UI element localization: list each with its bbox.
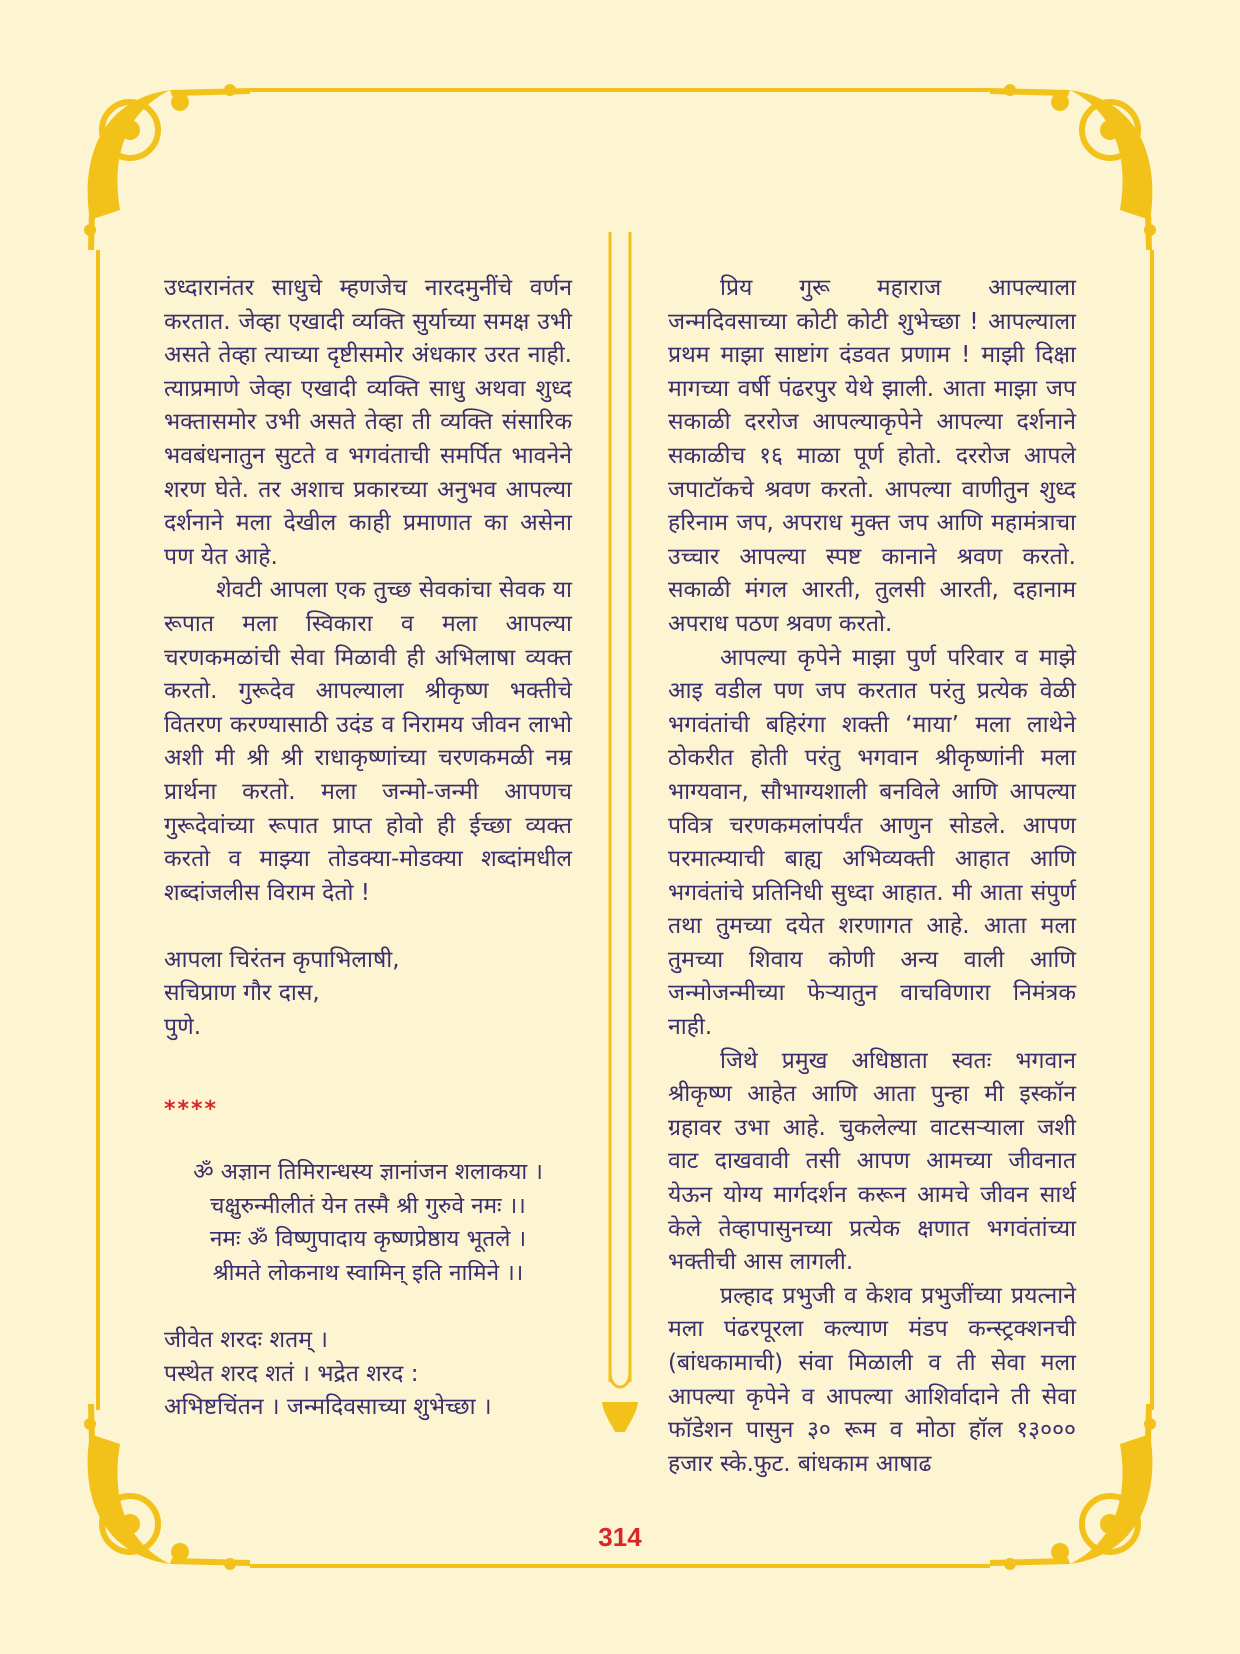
blessing-line-3: अभिष्टचिंतन । जन्मदिवसाच्या शुभेच्छा ।: [164, 1394, 492, 1421]
blessing-line-2: पस्थेत शरद शतं । भद्रेत शरद :: [164, 1360, 419, 1387]
page-number: 314: [598, 1522, 642, 1552]
corner-ornament-top-right: [990, 60, 1180, 250]
tilak-drop-icon: [602, 1402, 638, 1432]
column-divider: [600, 232, 640, 1432]
frame-left-line: [96, 250, 100, 1410]
corner-ornament-top-left: [60, 60, 250, 250]
corner-ornament-bottom-left: [60, 1404, 250, 1594]
right-paragraph-3: जिथे प्रमुख अधिष्ठाता स्वतः भगवान श्रीकृष्ण आहेत आणि आता पुन्हा मी इस्कॉन ग्रहावर उभा आहे. चुकलेल्या वाटसऱ्याला जशी वाट दाखवावी तसी आपण आमच्या जीवनात येऊन योग्य मार्गदर्शन करून आमचे जीवन सार्थ केले तेव्हापासुनच्या प्रत्येक क्षणात भगवंतांच्या भक्तीची आस लागली.: [668, 1047, 1076, 1276]
right-paragraph-4: प्रल्हाद प्रभुजी व केशव प्रभुजींच्या प्रयत्नाने मला पंढरपूरला कल्याण मंडप कन्स्ट्रक्शनची (बांधकामाची) संवा मिळाली व ती सेवा मला आपल्या कृपेने व आपल्या आशिर्वादाने ती सेवा फॉडेशन पासुन ३० रूम व मोठा हॉल १३००० हजार स्के.फुट. बांधकाम आषाढ: [668, 1282, 1076, 1477]
frame-right-line: [1150, 250, 1154, 1410]
blessing-line-1: जीवेत शरदः शतम् ।: [164, 1327, 328, 1354]
signature-line-1: आपला चिरंतन कृपाभिलाषी,: [164, 946, 400, 973]
shloka-block: [164, 1156, 572, 1290]
right-paragraph-2: आपल्या कृपेने माझा पुर्ण परिवार व माझे आइ वडील पण जप करतात परंतु प्रत्येक वेळी भगवंतांची बहिरंगा शक्ती ‘माया’ मला लाथेने ठोकरीत होती परंतु भगवान श्रीकृष्णांनी मला भाग्यवान, सौभाग्यशाली बनविले आणि आपल्या पवित्र चरणकमलांपर्यंत आणुन सोडले. आपण परमात्म्याची बाह्य अभिव्यक्ती आहात आणि भगवंतांचे प्रतिनिधी सुध्दा आहात. मी आता संपुर्ण तथा तुमच्या दयेत शरणागत आहे. आता मला तुमच्या शिवाय कोणी अन्य वाली आणि जन्मोजन्मीच्या फेऱ्यातुन वाचविणारा निमंत्रक नाही.: [668, 644, 1076, 1041]
right-paragraph-1: प्रिय गुरू महाराज आपल्याला जन्मदिवसाच्या कोटी कोटी शुभेच्छा ! आपल्याला प्रथम माझा साष्टांग दंडवत प्रणाम ! माझी दिक्षा मागच्या वर्षी पंढरपुर येथे झाली. आता माझा जप सकाळी दररोज आपल्याकृपेने आपल्या दर्शनाने सकाळीच १६ माळा पूर्ण होतो. दररोज आपले जपाटॉकचे श्रवण करतो. आपल्या वाणीतुन शुध्द हरिनाम जप, अपराध मुक्त जप आणि महामंत्राचा उच्चार आपल्या स्पष्ट कानाने श्रवण करतो. सकाळी मंगल आरती, तुलसी आरती, दहानाम अपराध पठण श्रवण करतो.: [668, 275, 1076, 637]
separator-stars: ****: [164, 1096, 219, 1122]
left-paragraph-1: उध्दारानंतर साधुचे म्हणजेच नारदमुनींचे वर्णन करतात. जेव्हा एखादी व्यक्ति सुर्याच्या समक्ष उभी असते तेव्हा त्याच्या दृष्टीसमोर अंधकार उरत नाही. त्याप्रमाणे जेव्हा एखादी व्यक्ति साधु अथवा शुध्द भक्तासमोर उभी असते तेव्हा ती व्यक्ति संसारिक भवबंधनातुन सुटते व भगवंताची समर्पित भावनेने शरण घेते. तर अशाच प्रकारच्या अनुभव आपल्या दर्शनाने मला देखील काही प्रमाणात का असेना पण येत आहे.: [164, 275, 572, 570]
signature-line-2: सचिप्राण गौर दास,: [164, 980, 320, 1007]
shloka-line-2: चक्षुरुन्मीलीतं येन तस्मै श्री गुरुवे नमः ।।: [210, 1192, 526, 1219]
signature-block: [164, 944, 572, 1045]
right-column: [668, 272, 1076, 1481]
blessing-block: [164, 1324, 572, 1425]
shloka-line-1: ॐ अज्ञान तिमिरान्धस्य ज्ञानांजन शलाकया ।: [193, 1159, 543, 1186]
left-paragraph-2: शेवटी आपला एक तुच्छ सेवकांचा सेवक या रूपात मला स्विकारा व मला आपल्या चरणकमळांची सेवा मिळावी ही अभिलाषा व्यक्त करतो. गुरूदेव आपल्याला श्रीकृष्ण भक्तीचे वितरण करण्यासाठी उदंड व निरामय जीवन लाभो अशी मी श्री श्री राधाकृष्णांच्या चरणकमळी नम्र प्रार्थना करतो. मला जन्मो-जन्मी आपणच गुरूदेवांच्या रूपात प्राप्त होवो ही ईच्छा व्यक्त करतो व माझ्या तोडक्या-मोडक्या शब्दांमधील शब्दांजलीस विराम देतो !: [164, 577, 572, 906]
signature-line-3: पुणे.: [164, 1014, 202, 1041]
frame-bottom-line: [250, 1564, 990, 1568]
frame-top-line: [250, 88, 990, 92]
shloka-line-3: नमः ॐ विष्णुपादाय कृष्णप्रेष्ठाय भूतले ।: [209, 1226, 527, 1253]
left-column: [164, 272, 572, 1425]
shloka-line-4: श्रीमते लोकनाथ स्वामिन् इति नामिने ।।: [212, 1260, 524, 1287]
